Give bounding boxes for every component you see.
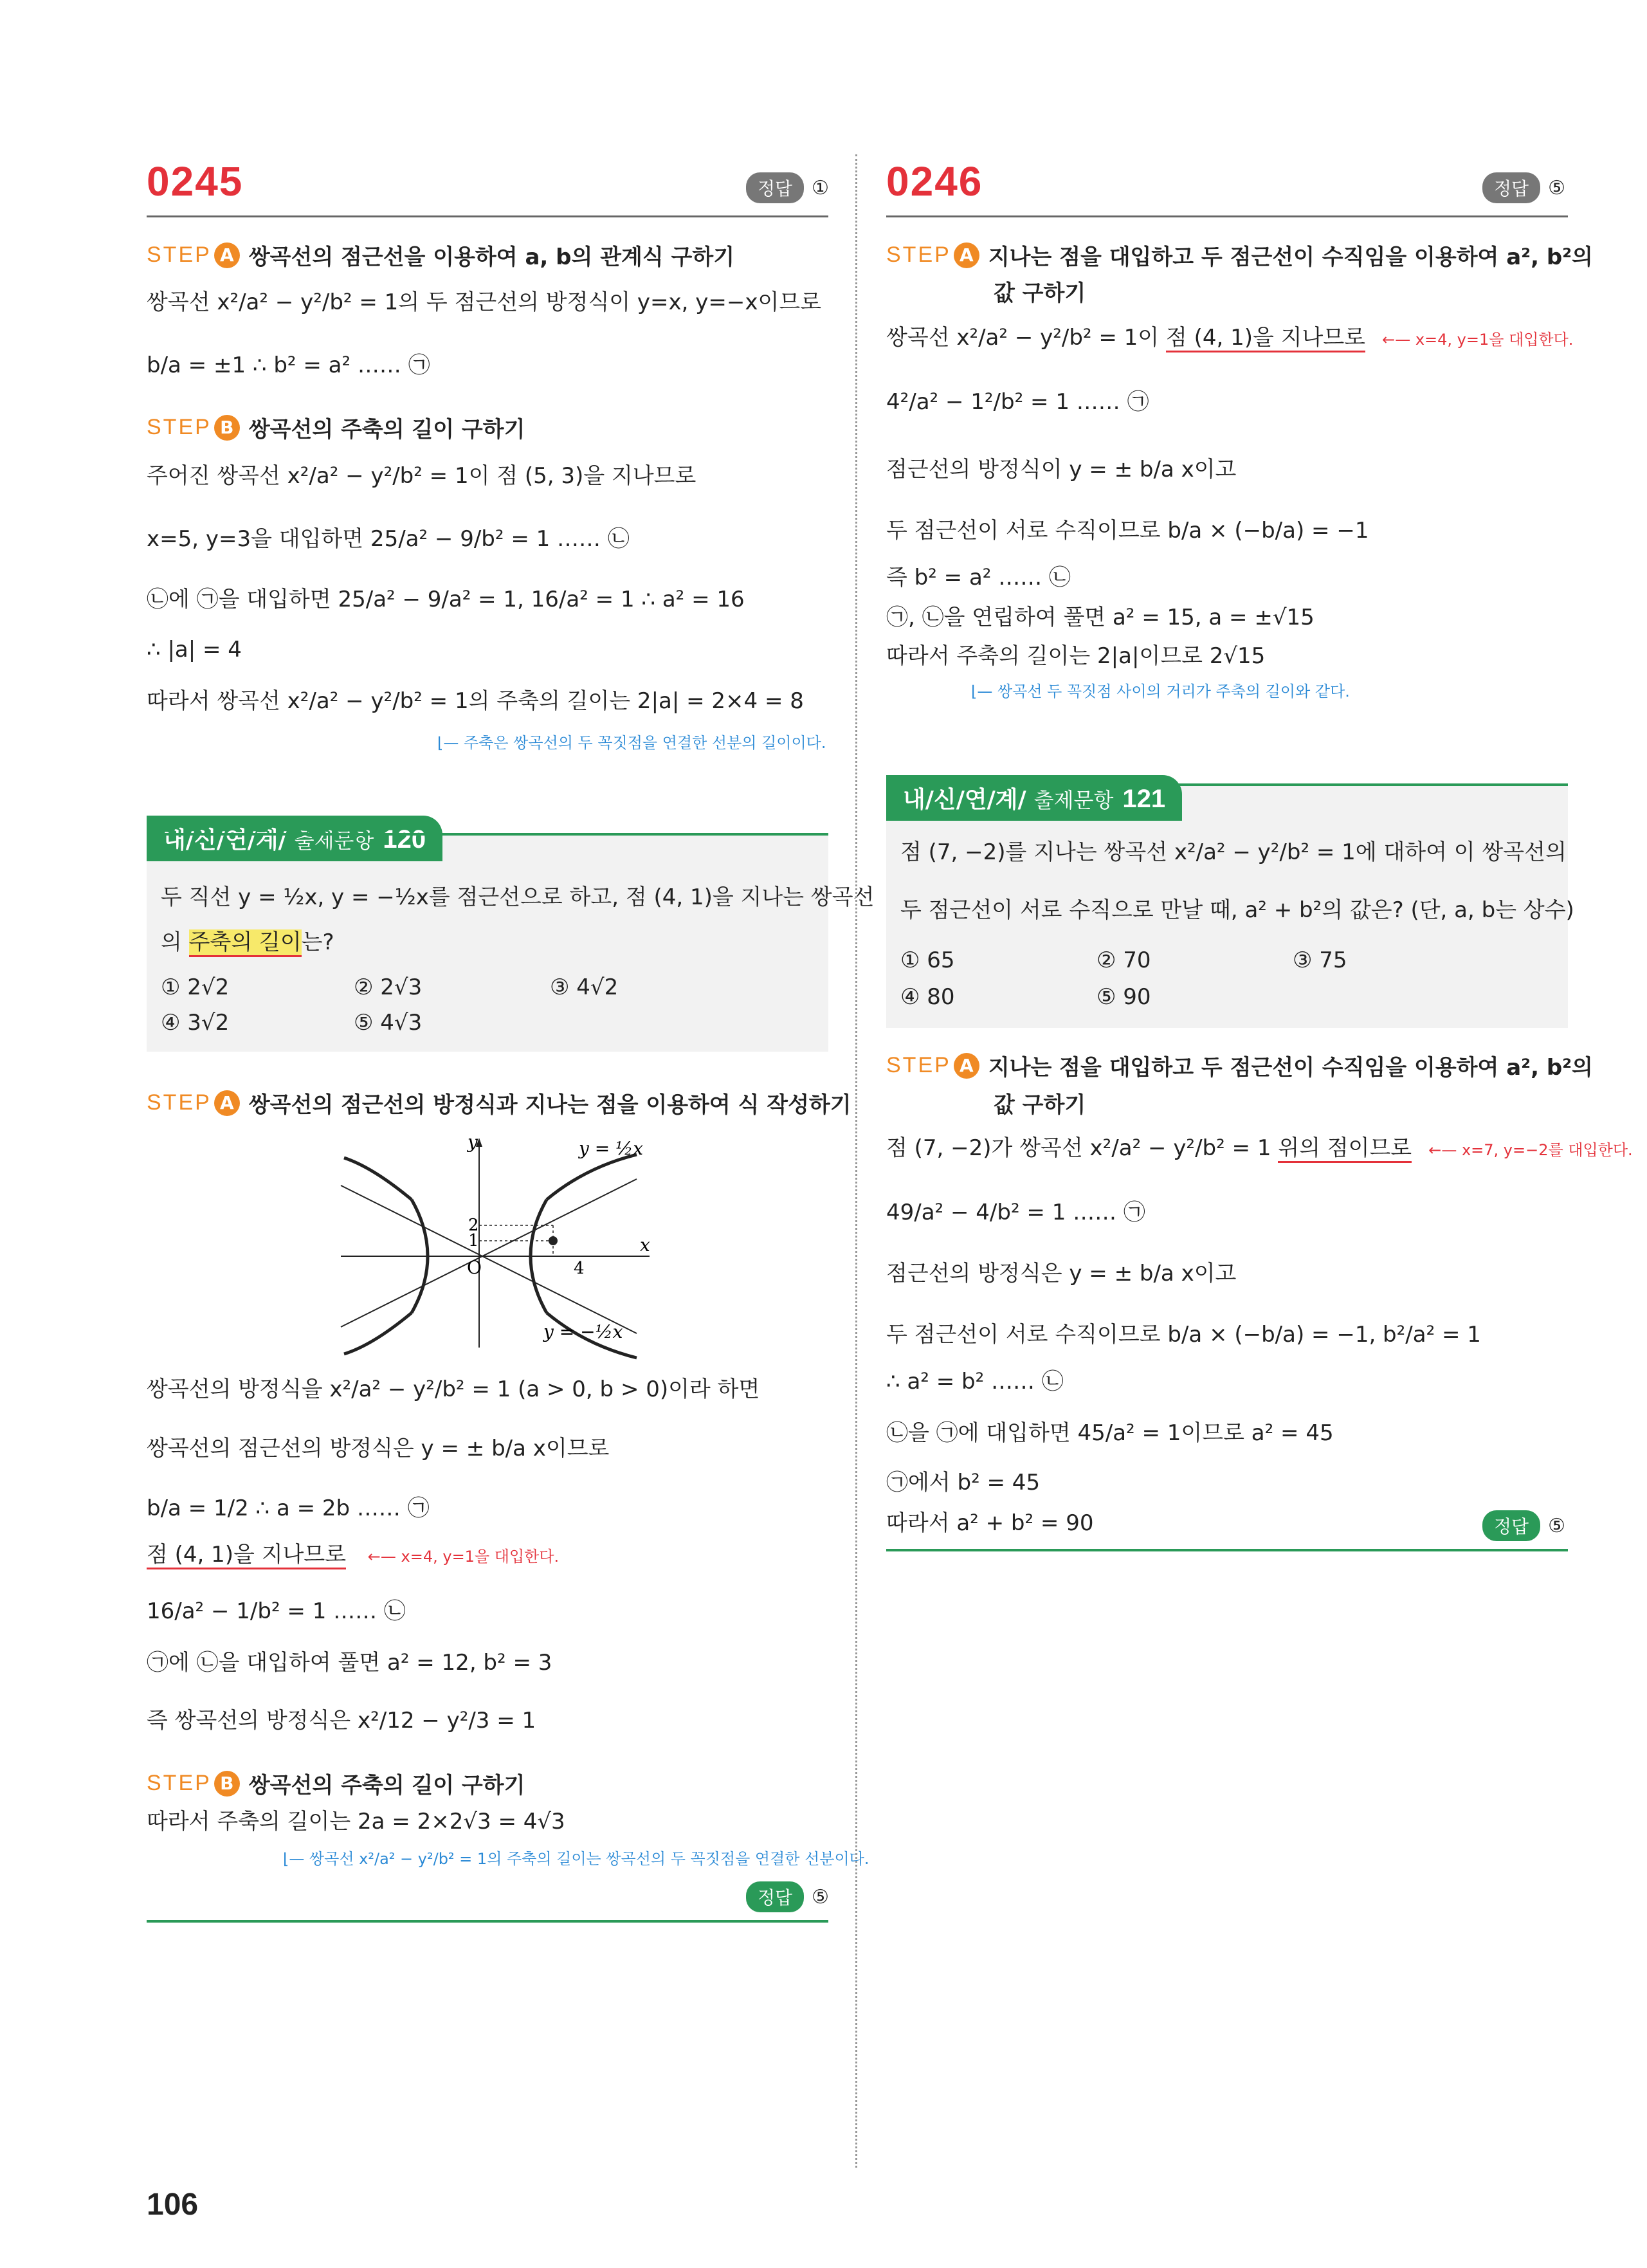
choice: ③ 75 [1293, 947, 1347, 973]
solution-line [886, 325, 1573, 351]
step-a2-heading [886, 1050, 1593, 1081]
step-letter-icon: A [954, 1053, 979, 1079]
blue-note: ⌊— 쌍곡선 x²/a² − y²/b² = 1의 주축의 길이는 쌍곡선의 두 꼭짓점을 연결한 선분이다. [283, 1850, 869, 1868]
tick-label: 2 [468, 1216, 479, 1235]
solution-line: 따라서 쌍곡선 x²/a² − y²/b² = 1의 주축의 길이는 2|a| = 2×4 = 8 [147, 688, 804, 714]
red-note: ←— x=7, y=−2를 대입한다. [1418, 1141, 1633, 1159]
blue-note: ⌊— 주축은 쌍곡선의 두 꼭짓점을 연결한 선분의 길이이다. [437, 734, 826, 752]
red-note: ←— x=4, y=1을 대입한다. [352, 1548, 560, 1566]
solution-line: ㉡에 ㉠을 대입하면 25/a² − 9/a² = 1, 16/a² = 1 ∴ a² = 16 [147, 587, 745, 612]
step-letter-icon: A [954, 242, 979, 268]
step-letter-icon: A [214, 242, 240, 268]
blue-note-text: 쌍곡선 두 꼭짓점 사이의 거리가 주축의 길이와 같다. [997, 682, 1350, 700]
answer-header-left [746, 172, 829, 203]
choice: ① 2√2 [161, 974, 230, 1000]
step-a2-heading [147, 1087, 851, 1119]
step-title: 쌍곡선의 점근선을 이용하여 a, b의 관계식 구하기 [248, 244, 735, 270]
choice: ⑤ 4√3 [354, 1010, 423, 1036]
solution-line: ㉠에서 b² = 45 [886, 1470, 1041, 1495]
text: 점 (7, −2)가 쌍곡선 x²/a² − y²/b² = 1 [886, 1135, 1278, 1161]
choice: ② 70 [1096, 947, 1151, 973]
solution-line: 점근선의 방정식은 y = ± b/a x이고 [886, 1261, 1237, 1286]
y-axis-label: y [468, 1131, 478, 1153]
blue-note: ⌊— 쌍곡선 두 꼭짓점 사이의 거리가 주축의 길이와 같다. [971, 682, 1350, 700]
step-letter-icon: B [214, 415, 240, 441]
solution-line: ㉠, ㉡을 연립하여 풀면 a² = 15, a = ±√15 [886, 605, 1315, 630]
tab-label: 내/신/연/계/ [903, 787, 1026, 813]
hyperbola-graph [334, 1129, 669, 1360]
solution-line: 따라서 주축의 길이는 2a = 2×2√3 = 4√3 [147, 1809, 565, 1834]
solution-line: x=5, y=3을 대입하면 25/a² − 9/b² = 1 …… ㉡ [147, 526, 630, 552]
step-label: STEP [886, 1053, 951, 1077]
solution-line [147, 1542, 559, 1568]
step-title-cont [994, 1087, 1086, 1119]
choice: ③ 4√2 [550, 974, 619, 1000]
tick-label: 4 [574, 1259, 585, 1278]
solution-line: 쌍곡선의 점근선의 방정식은 y = ± b/a x이므로 [147, 1436, 610, 1461]
step-title: 쌍곡선의 점근선의 방정식과 지나는 점을 이용하여 식 작성하기 [248, 1092, 851, 1118]
underlined-text: 점 (4, 1)을 지나므로 [1166, 325, 1365, 352]
step-a-heading [147, 239, 734, 271]
red-note-text: x=4, y=1을 대입한다. [401, 1548, 560, 1566]
solution-line: 두 점근선이 서로 수직이므로 b/a × (−b/a) = −1, b²/a² = 1 [886, 1322, 1481, 1348]
linked-problem-tab [886, 775, 1182, 821]
choice: ④ 80 [900, 984, 955, 1010]
blue-note-text: 주축은 쌍곡선의 두 꼭짓점을 연결한 선분의 길이이다. [464, 734, 826, 752]
answer-value: ⑤ [1548, 1514, 1566, 1537]
blue-note-text: 쌍곡선 x²/a² − y²/b² = 1의 주축의 길이는 쌍곡선의 두 꼭짓점을 연결한 선분이다. [309, 1850, 869, 1868]
problem-number-0246: 0246 [886, 158, 983, 205]
step-letter-icon: B [214, 1771, 240, 1797]
asymptote-line [341, 1185, 637, 1333]
step-title-cont [994, 275, 1086, 307]
solution-line: 점근선의 방정식이 y = ± b/a x이고 [886, 457, 1237, 482]
q-text: 는? [301, 929, 334, 955]
step-b2-heading [147, 1768, 525, 1799]
choice: ② 2√3 [354, 974, 423, 1000]
answer-badge: 정답 [746, 1881, 804, 1912]
answer-badge: 정답 [746, 172, 804, 203]
tick-label: 1 [468, 1231, 479, 1250]
tab-sub: 출제문항 [294, 828, 374, 853]
choice: ① 65 [900, 947, 955, 973]
step-label: STEP [147, 1090, 212, 1115]
red-note-text: x=7, y=−2를 대입한다. [1461, 1141, 1633, 1159]
solution-line: ㉡을 ㉠에 대입하면 45/a² = 1이므로 a² = 45 [886, 1420, 1334, 1446]
tab-number: 121 [1122, 785, 1166, 813]
solution-line: 즉 b² = a² …… ㉡ [886, 565, 1071, 590]
question-line [161, 929, 334, 956]
step-b-heading [147, 412, 525, 443]
text: 쌍곡선 x²/a² − y²/b² = 1이 [886, 325, 1166, 351]
question-line: 두 직선 y = ½x, y = −½x를 점근선으로 하고, 점 (4, 1)을 지나는 쌍곡선 [161, 884, 875, 910]
choice: ⑤ 90 [1096, 984, 1151, 1010]
green-rule [886, 783, 1568, 786]
choice: ④ 3√2 [161, 1010, 230, 1036]
final-answer-right [1482, 1510, 1565, 1541]
tab-label: 내/신/연/계/ [163, 827, 287, 854]
solution-line: 쌍곡선 x²/a² − y²/b² = 1의 두 점근선의 방정식이 y=x, y=−x이므로 [147, 289, 822, 315]
solution-line: 따라서 a² + b² = 90 [886, 1510, 1094, 1536]
solution-line: 쌍곡선의 방정식을 x²/a² − y²/b² = 1 (a > 0, b > 0)이라 하면 [147, 1376, 760, 1402]
answer-value: ⑤ [1548, 176, 1566, 199]
solution-line: 주어진 쌍곡선 x²/a² − y²/b² = 1이 점 (5, 3)을 지나므로 [147, 463, 696, 489]
answer-header-right [1482, 172, 1565, 203]
step-title: 값 구하기 [994, 1092, 1086, 1118]
step-letter-icon: A [214, 1090, 240, 1116]
solution-line: b/a = ±1 ∴ b² = a² …… ㉠ [147, 352, 430, 378]
asymptote-label: y = ½x [579, 1138, 644, 1159]
linked-problem-tab [147, 816, 442, 861]
problem-number-0245: 0245 [147, 158, 244, 205]
header-rule [886, 215, 1568, 217]
step-title: 지나는 점을 대입하고 두 점근선이 수직임을 이용하여 a², b²의 [988, 244, 1593, 270]
answer-badge: 정답 [1482, 172, 1540, 203]
point-4-1 [549, 1236, 558, 1245]
question-line: 두 점근선이 서로 수직으로 만날 때, a² + b²의 값은? (단, a, b는 상수) [900, 897, 1574, 923]
solution-line: 4²/a² − 1²/b² = 1 …… ㉠ [886, 389, 1149, 415]
origin-label: O [467, 1257, 482, 1278]
tab-sub: 출제문항 [1033, 788, 1114, 812]
step-label: STEP [147, 242, 212, 267]
solution-line: 49/a² − 4/b² = 1 …… ㉠ [886, 1200, 1145, 1225]
red-note-text: x=4, y=1을 대입한다. [1415, 331, 1574, 349]
solution-line: ∴ |a| = 4 [147, 637, 242, 663]
step-title: 쌍곡선의 주축의 길이 구하기 [248, 1773, 525, 1798]
header-rule [147, 215, 828, 217]
final-answer-left [746, 1881, 829, 1912]
answer-badge: 정답 [1482, 1510, 1540, 1541]
solution-line: 따라서 주축의 길이는 2|a|이므로 2√15 [886, 643, 1266, 669]
asymptote-line [341, 1179, 637, 1327]
underlined-text: 위의 점이므로 [1278, 1135, 1412, 1163]
solution-line: 16/a² − 1/b² = 1 …… ㉡ [147, 1598, 406, 1624]
underlined-text: 점 (4, 1)을 지나므로 [147, 1542, 346, 1569]
q-text: 의 [161, 929, 189, 955]
solution-line: 즉 쌍곡선의 방정식은 x²/12 − y²/3 = 1 [147, 1708, 536, 1733]
step-title: 지나는 점을 대입하고 두 점근선이 수직임을 이용하여 a², b²의 [988, 1055, 1593, 1081]
x-axis-label: x [640, 1234, 650, 1256]
question-line: 점 (7, −2)를 지나는 쌍곡선 x²/a² − y²/b² = 1에 대하여 이 쌍곡선의 [900, 839, 1567, 865]
step-title: 쌍곡선의 주축의 길이 구하기 [248, 417, 525, 443]
green-rule [886, 1549, 1568, 1551]
column-divider [855, 154, 857, 2168]
step-title: 값 구하기 [994, 280, 1086, 306]
page-number: 106 [147, 2188, 199, 2222]
answer-value: ⑤ [812, 1885, 830, 1908]
answer-value: ① [812, 176, 830, 199]
highlight: 주축의 길이 [189, 929, 302, 957]
solution-line: ㉠에 ㉡을 대입하여 풀면 a² = 12, b² = 3 [147, 1650, 552, 1676]
green-rule [147, 833, 828, 836]
step-label: STEP [886, 242, 951, 267]
solution-line: 두 점근선이 서로 수직이므로 b/a × (−b/a) = −1 [886, 518, 1369, 544]
tab-number: 120 [383, 825, 426, 854]
solution-line [886, 1135, 1633, 1162]
solution-line: b/a = 1/2 ∴ a = 2b …… ㉠ [147, 1495, 430, 1521]
green-rule [147, 1920, 828, 1923]
red-note: ←— x=4, y=1을 대입한다. [1372, 331, 1574, 349]
step-label: STEP [147, 415, 212, 439]
step-label: STEP [147, 1771, 212, 1795]
solution-line: ∴ a² = b² …… ㉡ [886, 1369, 1064, 1395]
asymptote-label: y = −½x [543, 1321, 623, 1342]
step-a-heading [886, 239, 1593, 271]
